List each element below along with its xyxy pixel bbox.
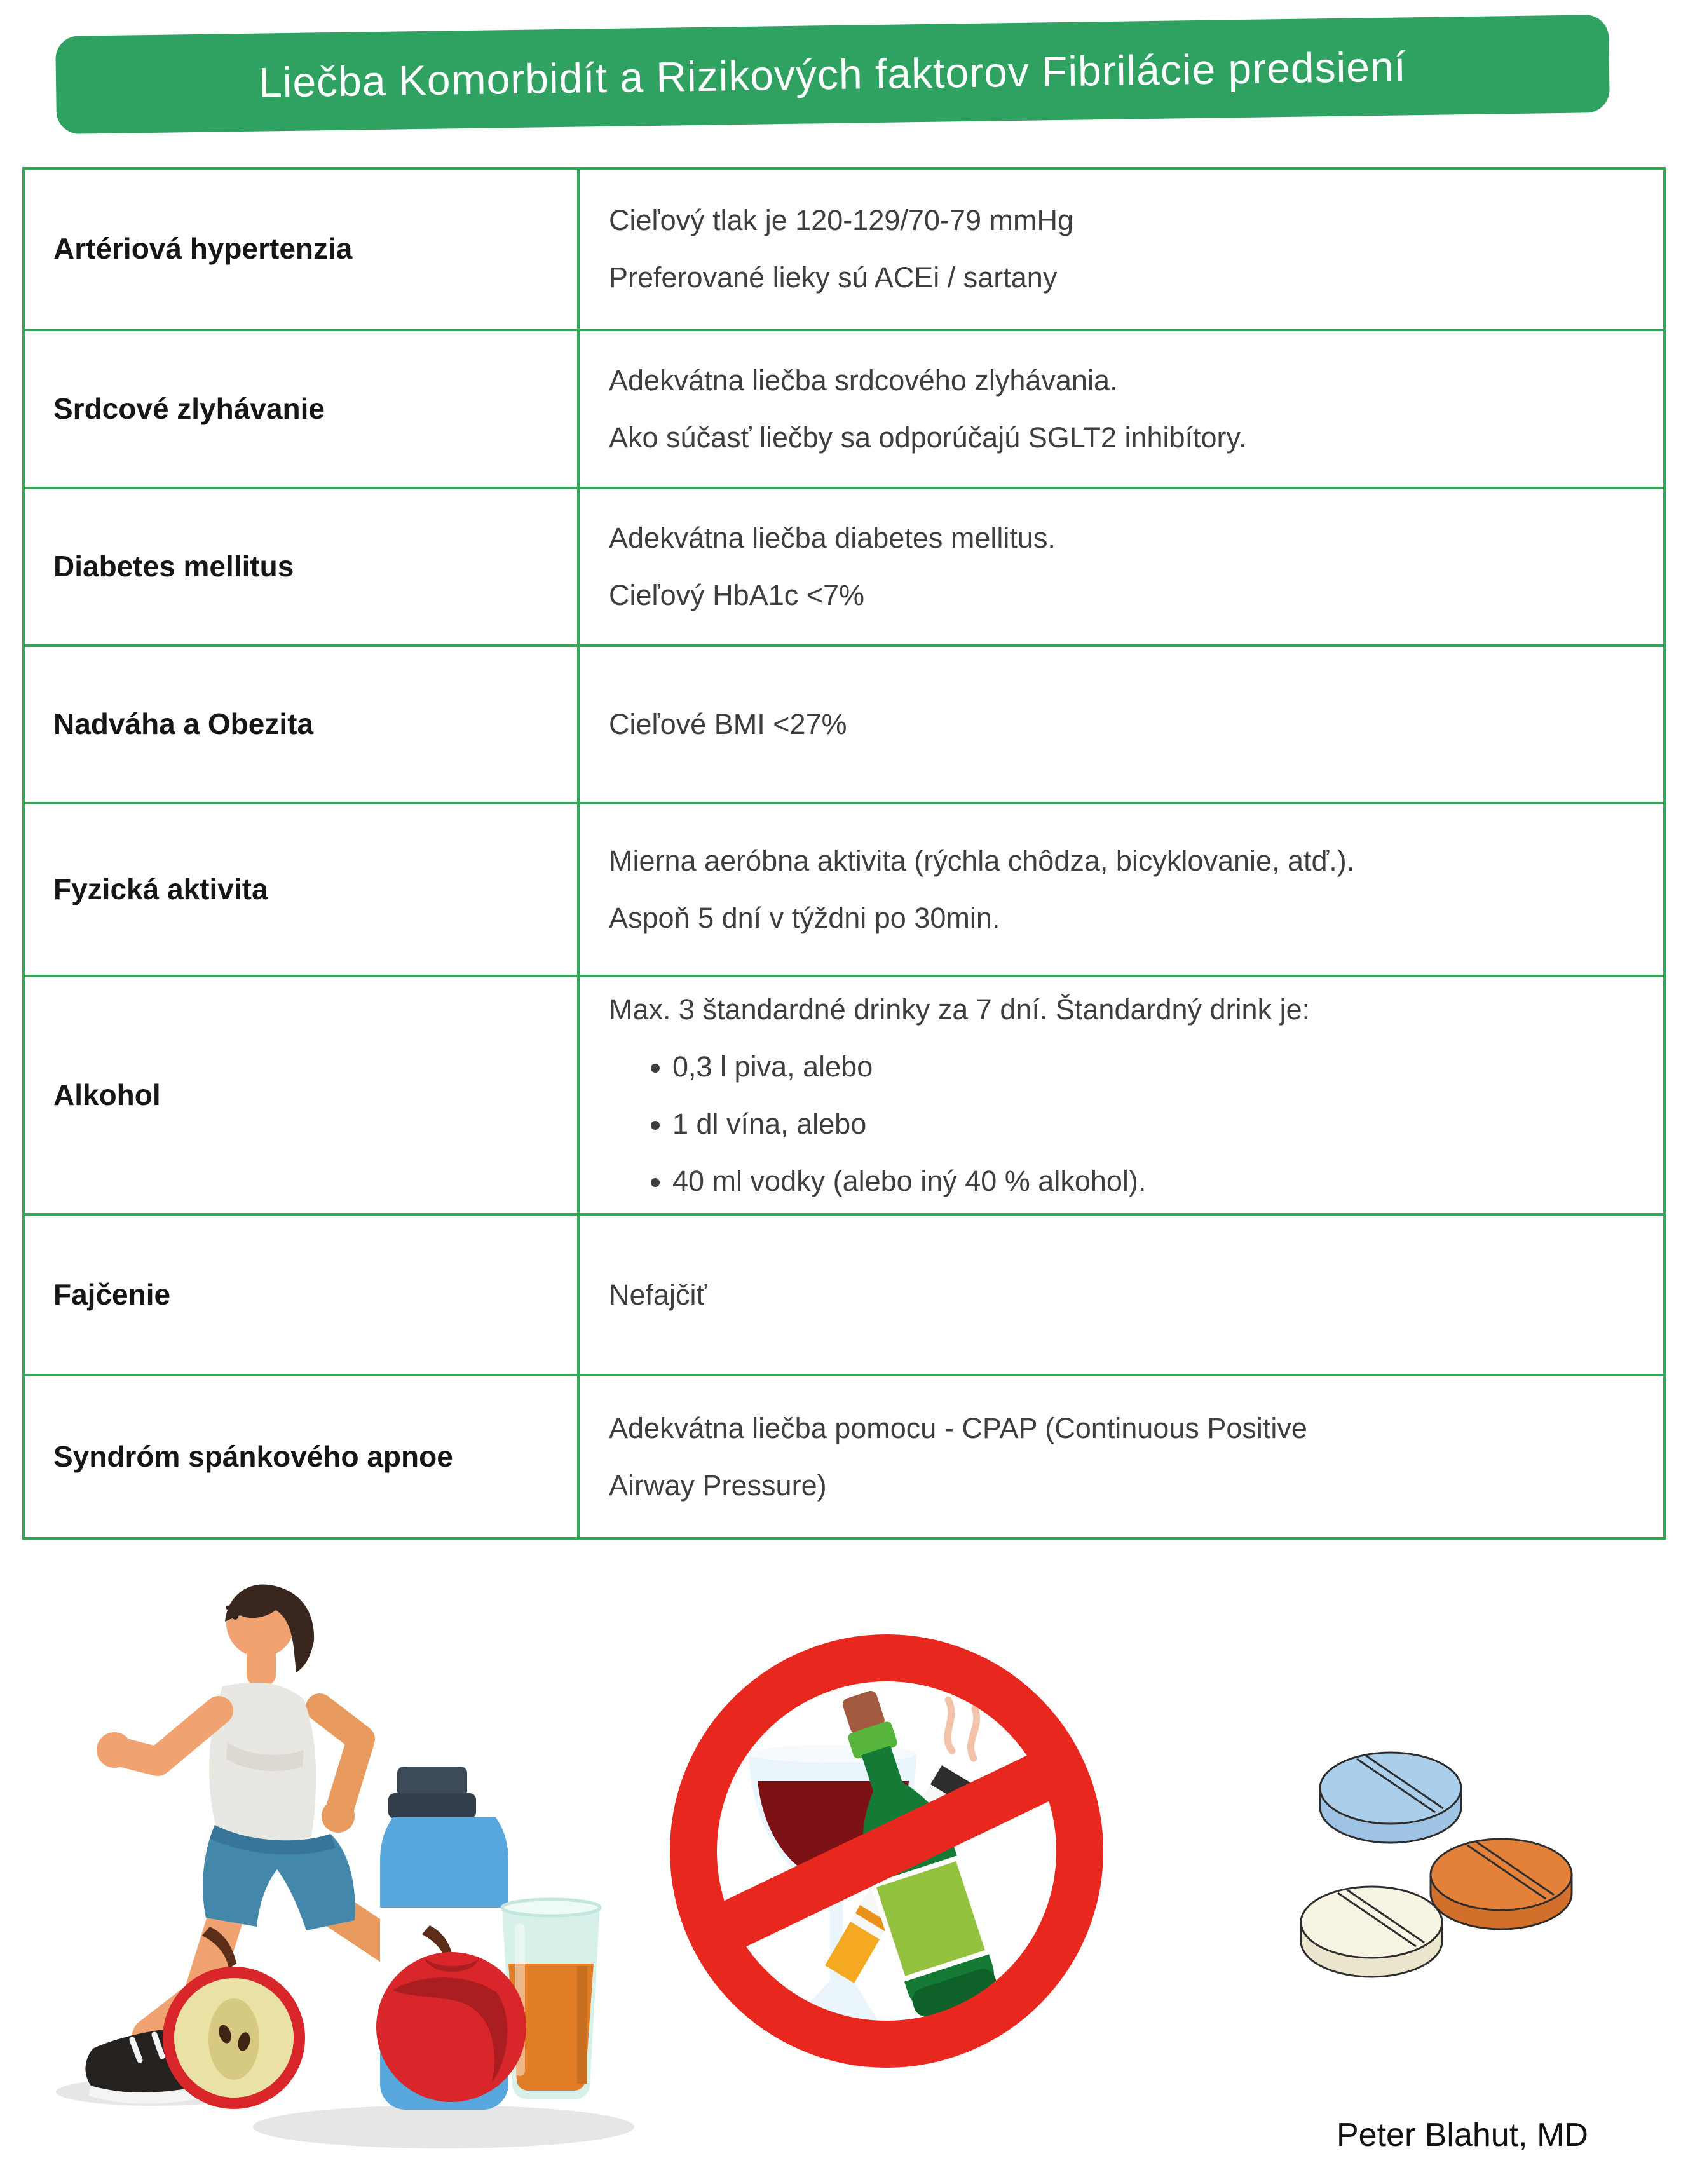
row-content	[580, 647, 1663, 802]
runner-illustration	[37, 1552, 644, 2181]
content-line: Adekvátna liečba diabetes mellitus.	[609, 522, 1056, 554]
pills-illustration	[1297, 1703, 1640, 1995]
page-title: Liečba Komorbidít a Rizikových faktorov Fibrilácie predsiení	[258, 43, 1407, 106]
table-row	[25, 170, 1663, 329]
content-line: Preferované lieky sú ACEi / sartany	[609, 261, 1058, 294]
row-label: Nadváha a Obezita	[25, 647, 580, 802]
table-row	[25, 487, 1663, 644]
row-label: Artériová hypertenzia	[25, 170, 580, 329]
bullet-item: • 40 ml vodky (alebo iný 40 % alkohol).	[672, 1153, 1635, 1210]
table-row	[25, 329, 1663, 487]
content-line: Max. 3 štandardné drinky za 7 dní. Štandardný drink je:	[609, 993, 1310, 1026]
row-label: Fyzická aktivita	[25, 804, 580, 975]
row-content	[580, 331, 1663, 487]
table-row	[25, 1213, 1663, 1374]
comorbidity-table	[22, 167, 1666, 1540]
row-content	[580, 977, 1663, 1213]
bullet-item: • 1 dl vína, alebo	[672, 1095, 1635, 1153]
content-line: Mierna aeróbna aktivita (rýchla chôdza, bicyklovanie, atď.).	[609, 844, 1355, 877]
table-row	[25, 1374, 1663, 1537]
row-label: Fajčenie	[25, 1216, 580, 1374]
no-alcohol-smoking-illustration	[655, 1617, 1128, 2106]
row-content	[580, 1376, 1663, 1537]
row-content	[580, 804, 1663, 975]
title-banner	[55, 15, 1610, 134]
pill-white-icon	[1301, 1887, 1442, 1977]
ground-shadow	[253, 2105, 634, 2148]
content-line: Cieľový tlak je 120-129/70-79 mmHg	[609, 204, 1073, 236]
row-label: Diabetes mellitus	[25, 489, 580, 644]
content-line: Cieľové BMI <27%	[609, 708, 847, 740]
row-label: Srdcové zlyhávanie	[25, 331, 580, 487]
pill-orange-icon	[1431, 1839, 1572, 1929]
content-line: Adekvátna liečba srdcového zlyhávania.	[609, 363, 1118, 397]
row-label: Alkohol	[25, 977, 580, 1213]
content-line: Adekvátna liečba pomocu - CPAP (Continuous Positive	[609, 1411, 1307, 1444]
row-content	[580, 170, 1663, 329]
table-row	[25, 644, 1663, 802]
bullet-item: • 0,3 l piva, alebo	[672, 1038, 1635, 1095]
table-row	[25, 975, 1663, 1213]
signature: Peter Blahut, MD	[1337, 2117, 1588, 2153]
pill-blue-icon	[1320, 1753, 1461, 1843]
content-line: Aspoň 5 dní v týždni po 30min.	[609, 902, 1000, 934]
content-line: Nefajčiť	[609, 1278, 707, 1311]
prohibition-ring-icon	[693, 1658, 1080, 2044]
content-line: Airway Pressure)	[609, 1468, 827, 1502]
bullet-list	[609, 1038, 1635, 1210]
row-content	[580, 489, 1663, 644]
content-line: Ako súčasť liečby sa odporúčajú SGLT2 inhibítory.	[609, 421, 1247, 454]
table-row	[25, 802, 1663, 975]
content-line: Cieľový HbA1c <7%	[609, 579, 865, 611]
row-content	[580, 1216, 1663, 1374]
row-label: Syndróm spánkového apnoe	[25, 1376, 580, 1537]
